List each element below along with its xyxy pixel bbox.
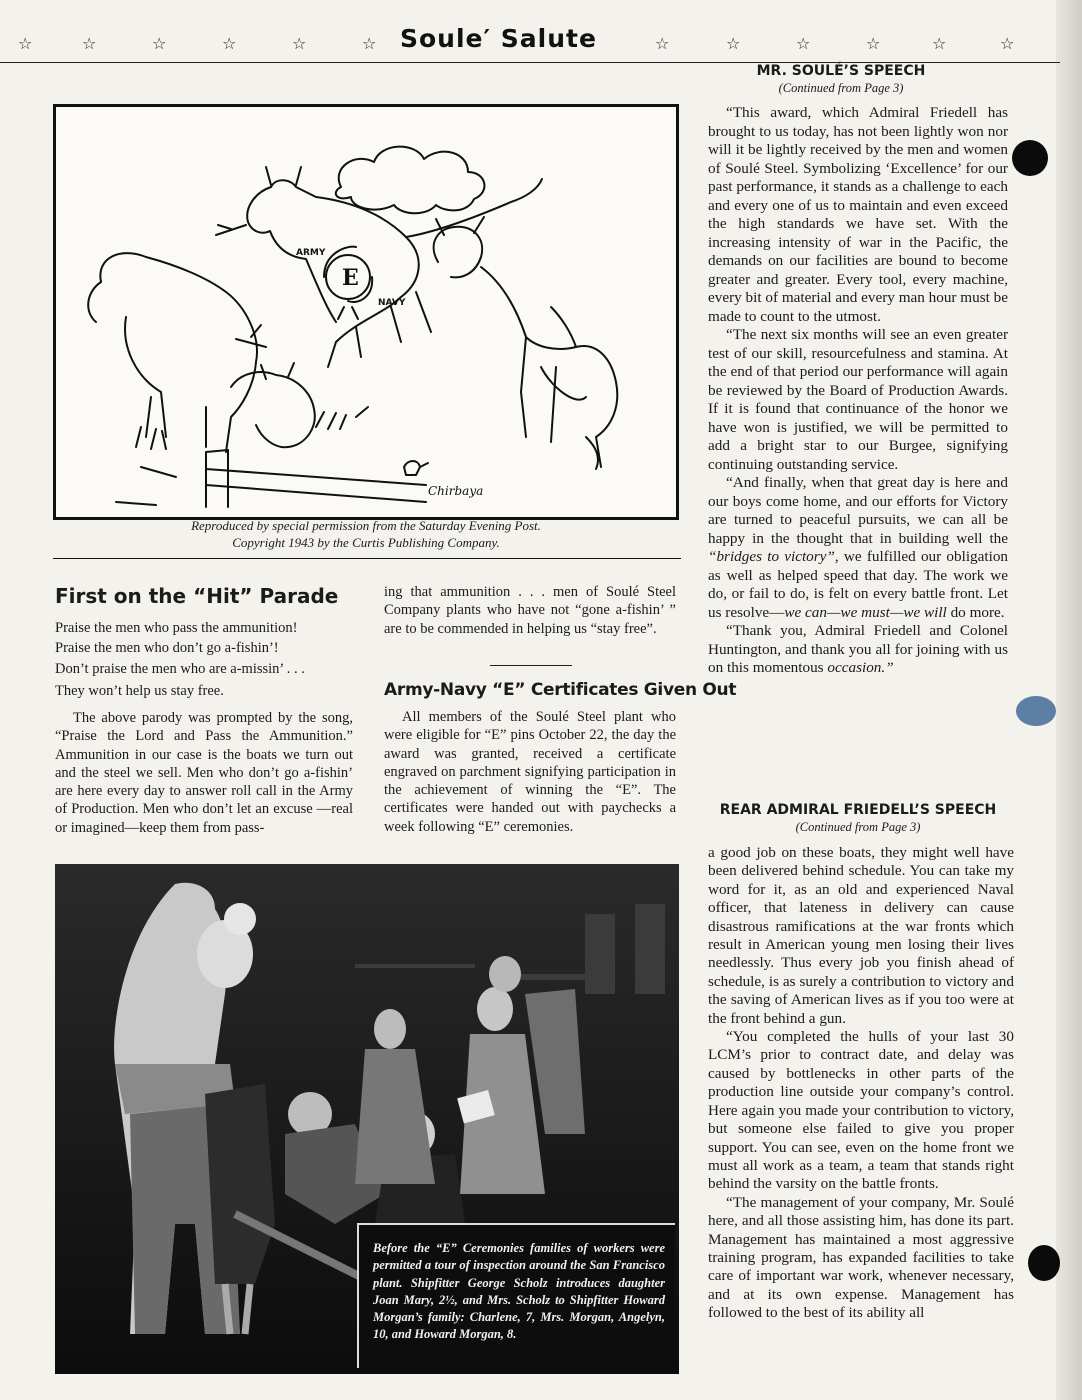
speech-paragraph: [708, 474, 1008, 622]
artist-signature: Chirbaya: [428, 484, 484, 498]
continued-note: (Continued from Page 3): [778, 81, 904, 95]
section-divider: [53, 558, 681, 559]
star-icon: ☆: [726, 34, 741, 53]
star-icon: ☆: [18, 34, 33, 53]
poem-line: Praise the men who don’t go a-fishin’!: [55, 640, 279, 656]
binder-hole: [1028, 1245, 1060, 1281]
star-icon: ☆: [292, 34, 307, 53]
speech-italic: we can—we must—we will: [784, 603, 947, 621]
star-icon: ☆: [362, 34, 377, 53]
soule-speech-heading: MR. SOULÉ’S SPEECH: [756, 63, 926, 79]
photo-caption: Before the “E” Ceremonies families of workers were permitted a tour of inspection around the San Francisco plant. Shipfitter George Scholz introduces daughter Joan Mary, 2½, and Mrs. Scholz to Shipfitter Howard Morgan’s family: Charlene, 7, Mrs. Morgan, Angelyn, 10, and Howard Morgan, 8.: [357, 1223, 675, 1368]
speech-paragraph: [708, 622, 1008, 678]
star-icon: ☆: [932, 34, 947, 53]
page-edge: [1056, 0, 1082, 1400]
star-icon: ☆: [152, 34, 167, 53]
continued-note: (Continued from Page 3): [795, 820, 921, 834]
speech-paragraph: a good job on these boats, they might well have been delivered behind schedule. You can take my word for it, as an old and experienced Naval officer, that lateness in delivery can cause disastrous ramifications at the war fronts which result in American young men losing their lives needlessly. Thus every job you finish ahead of schedule, is as surely a contribution to victory and the saving of American lives as if you too were at the front behind a gun.: [708, 844, 1014, 1027]
caption-line: Reproduced by special permission from the Saturday Evening Post.: [191, 518, 541, 533]
article-divider: [490, 665, 572, 666]
masthead: [0, 20, 1060, 68]
hit-parade-body-continued: ing that ammunition . . . men of Soulé Steel Company plants who have not “gone a-fishin’ ” are to be commended in helping us “stay free”.: [384, 584, 676, 637]
certificates-heading: Army-Navy “E” Certificates Given Out: [384, 680, 737, 700]
cartoon-illustration: [53, 104, 679, 520]
speech-paragraph: “The management of your company, Mr. Soulé here, and all those assisting him, has done its part. Management has maintained a most aggressive training program, has expanded facilities to take care of important war work, whenever necessary, and at its own expense. Management has followed to the best of its ability all: [708, 1193, 1014, 1322]
masthead-title: Soule′ Salute: [400, 24, 597, 53]
e-emblem-letter: E: [342, 265, 359, 291]
star-icon: ☆: [866, 34, 881, 53]
speech-paragraph: “This award, which Admiral Friedell has brought to us today, has not been lightly won nor will it be lightly received by the men and women of Soulé Steel. Symbolizing ‘Excellence’ for our past performance, it stands as a challenge to each and every one of us to maintain and even exceed the high standards we have set. With the increasing intensity of war in the Pacific, the demands on our facilities are bound to become greater and greater. Every tool, every machine, every bit of material and every man hour must be made to count to the utmost.: [708, 104, 1008, 325]
hit-parade-body: The above parody was prompted by the song, “Praise the Lord and Pass the Ammunition.” Ammunition in our case is the boats we turn out and the steel we sell. Men who don’t go a-fishin’ are here every day to answer roll call in the Army of Production. Men who don’t let an excuse —real or imagined—keep them from pass-: [55, 710, 353, 836]
friedell-speech-heading: REAR ADMIRAL FRIEDELL’S SPEECH: [719, 802, 997, 818]
poem-line: They won’t help us stay free.: [55, 683, 224, 699]
binder-hole: [1012, 140, 1048, 176]
certificates-body: All members of the Soulé Steel plant who were eligible for “E” pins October 22, the day the award was granted, received a certificate engraved on parchment signifying participation in the achievement of winning the “E”. The certificates were handed out with paychecks a week following “E” ceremonies.: [384, 709, 676, 835]
army-label: ARMY: [296, 248, 326, 258]
speech-text: , we fulfilled our obligation as well as helped speed that day. The work we do, or fail to do, is felt on every battle front. Let us resolve—: [708, 548, 1009, 621]
speech-text: do more.: [946, 603, 1005, 621]
binder-hole: [1016, 696, 1056, 726]
cows-cartoon-drawing: [56, 107, 676, 517]
speech-text: “And finally, when that great day is here and our boys come home, and our efforts for Victory are turned to peaceful pursuits, we can all be happy in the thought that in building well the: [708, 474, 1008, 547]
speech-italic: occasion.”: [827, 659, 894, 676]
friedell-speech-body: [708, 844, 1014, 1323]
navy-label: NAVY: [378, 298, 406, 308]
poem-line: Don’t praise the men who are a-missin’ . . .: [55, 661, 305, 677]
speech-text: “Thank you, Admiral Friedell and Colonel Huntington, and thank you all for joining with us on this momentous: [708, 622, 1008, 676]
soule-speech-body: [708, 104, 1008, 678]
cartoon-caption: [53, 517, 679, 551]
star-icon: ☆: [655, 34, 670, 53]
caption-line: Copyright 1943 by the Curtis Publishing Company.: [232, 535, 500, 550]
speech-paragraph: “You completed the hulls of your last 30 LCM’s prior to contract date, and delay was caused by bottlenecks in other parts of the production line outside your company’s control. Here again you made your contribution to victory, but someone else failed to give you proper support. You can see, even on the home front we must all work as a team, a team that stands right behind the varsity on the battle fronts.: [708, 1028, 1014, 1193]
star-icon: ☆: [1000, 34, 1015, 53]
star-icon: ☆: [82, 34, 97, 53]
speech-paragraph: “The next six months will see an even greater test of our skill, resourcefulness and stamina. At the end of that period our performance will again be reviewed by the Board of Production Awards. If it is found that continuance of the honor we have won is justified, we will be permitted to add a bright star to our Burgee, signifying continuing outstanding service.: [708, 326, 1008, 473]
star-icon: ☆: [796, 34, 811, 53]
star-icon: ☆: [222, 34, 237, 53]
poem-line: Praise the men who pass the ammunition!: [55, 620, 298, 636]
hit-parade-heading: First on the “Hit” Parade: [55, 584, 339, 608]
speech-italic: “bridges to victory”: [708, 548, 835, 565]
